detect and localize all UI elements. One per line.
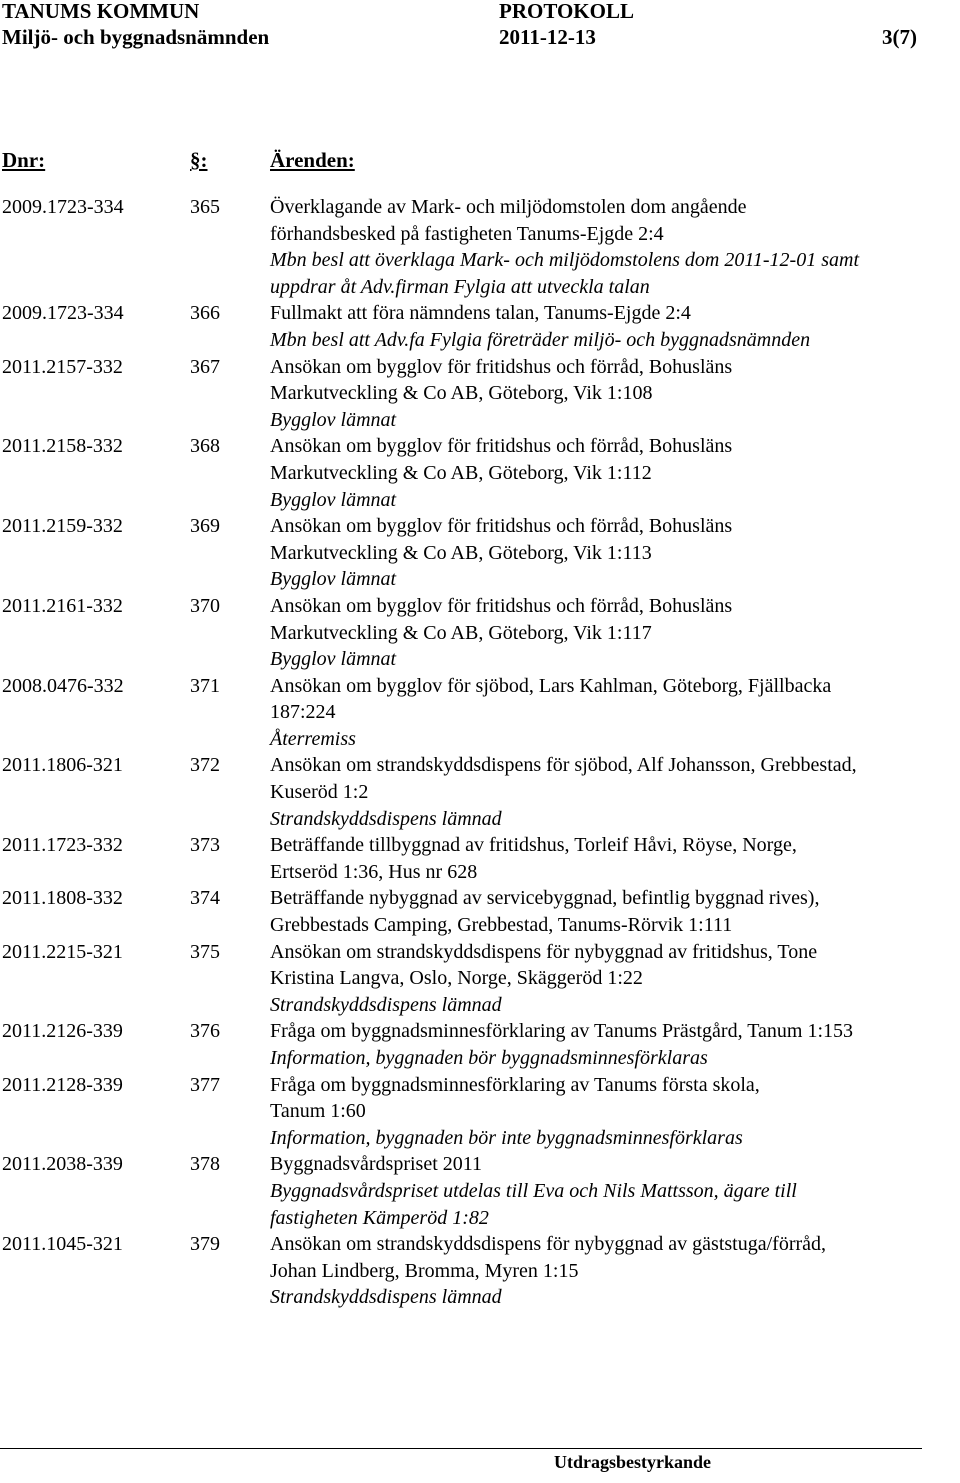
municipality-name: TANUMS KOMMUN [2, 0, 200, 23]
matter-entry [0, 354, 960, 434]
entry-decision-line: Information, byggnaden bör inte byggnadsminnesförklaras [270, 1126, 743, 1149]
entry-decision-line: Strandskyddsdispens lämnad [270, 1286, 502, 1309]
entry-dnr: 2011.2157-332 [2, 355, 123, 378]
entry-dnr: 2009.1723-334 [2, 196, 124, 218]
entry-paragraph-number: 379 [190, 1233, 220, 1256]
entry-description [270, 1018, 960, 1071]
entry-decision-line: Strandskyddsdispens lämnad [270, 807, 502, 830]
entry-text-line: förhandsbesked på fastigheten Tanums-Ejgde 2:4 [270, 222, 664, 245]
entry-text-line: Fråga om byggnadsminnesförklaring av Tanums Prästgård, Tanum 1:153 [270, 1020, 854, 1043]
entry-decision-line: uppdrar åt Adv.firman Fylgia att utveckla talan [270, 275, 650, 298]
entry-paragraph-number: 378 [190, 1153, 220, 1176]
matter-entry [0, 1231, 960, 1311]
column-header-dnr: Dnr: [2, 148, 46, 172]
entry-text-line: Ansökan om bygglov för fritidshus och förråd, Bohusläns [270, 594, 733, 617]
entry-decision-line: Strandskyddsdispens lämnad [270, 993, 502, 1016]
entry-text-line: Ansökan om strandskyddsdispens för sjöbod, Alf Johansson, Grebbestad, [270, 754, 857, 777]
entry-text-line: Beträffande tillbyggnad av fritidshus, Torleif Håvi, Röyse, Norge, [270, 834, 797, 857]
footer-divider [0, 1448, 922, 1449]
entry-text-line: Fullmakt att föra nämndens talan, Tanums-Ejgde 2:4 [270, 302, 691, 325]
entry-paragraph-number: 374 [190, 887, 220, 910]
entry-paragraph-number: 376 [190, 1020, 220, 1043]
matter-entry [0, 752, 960, 832]
page-header [0, 0, 960, 52]
entry-decision-line: Återremiss [270, 727, 356, 750]
entry-text-line: Tanum 1:60 [270, 1100, 366, 1123]
document-type: PROTOKOLL [499, 0, 634, 23]
matter-entry [0, 673, 960, 753]
entry-paragraph-number: 367 [190, 355, 220, 378]
matter-entry [0, 593, 960, 673]
entry-description [270, 513, 960, 593]
entry-text-line: Markutveckling & Co AB, Göteborg, Vik 1:112 [270, 461, 652, 484]
entry-decision-line: Bygglov lämnat [270, 568, 397, 591]
entry-dnr: 2009.1723-334 [2, 302, 124, 325]
entry-paragraph-number: 366 [190, 302, 220, 325]
entry-decision-line: Bygglov lämnat [270, 648, 397, 671]
entry-description [270, 433, 960, 513]
entry-text-line: Fråga om byggnadsminnesförklaring av Tanums första skola, [270, 1073, 760, 1096]
entry-dnr: 2011.2159-332 [2, 515, 123, 538]
entry-paragraph-number: 373 [190, 834, 220, 857]
entry-paragraph-number: 368 [190, 435, 220, 458]
entry-dnr: 2008.0476-332 [2, 674, 124, 697]
entry-paragraph-number: 377 [190, 1073, 220, 1096]
entry-description [270, 1072, 960, 1152]
entry-description [270, 593, 960, 673]
entry-dnr: 2011.1806-321 [2, 754, 123, 777]
matter-entry [0, 194, 960, 300]
entry-dnr: 2011.2038-339 [2, 1153, 123, 1176]
matter-entry [0, 1151, 960, 1231]
entry-dnr: 2011.2126-339 [2, 1020, 123, 1043]
entry-text-line: Ansökan om strandskyddsdispens för nybyggnad av fritidshus, Tone [270, 940, 818, 963]
entry-text-line: Johan Lindberg, Bromma, Myren 1:15 [270, 1259, 579, 1282]
entry-description [270, 354, 960, 434]
entry-text-line: Markutveckling & Co AB, Göteborg, Vik 1:108 [270, 382, 653, 405]
meeting-date: 2011-12-13 [499, 25, 596, 49]
entry-text-line: Grebbestads Camping, Grebbestad, Tanums-Rörvik 1:111 [270, 914, 733, 937]
entry-paragraph-number: 375 [190, 940, 220, 963]
entry-paragraph-number: 371 [190, 674, 220, 697]
entry-description [270, 752, 960, 832]
entry-description [270, 673, 960, 753]
entry-paragraph-number: 370 [190, 594, 220, 617]
entry-description [270, 1231, 960, 1311]
entry-dnr: 2011.2215-321 [2, 940, 123, 963]
entry-dnr: 2011.1723-332 [2, 834, 123, 857]
entry-dnr: 2011.1808-332 [2, 887, 123, 910]
entry-decision-line: Bygglov lämnat [270, 488, 397, 511]
matter-entry [0, 300, 960, 353]
entry-dnr: 2011.2158-332 [2, 435, 123, 458]
entry-description [270, 832, 960, 885]
page-number: 3(7) [882, 25, 917, 49]
entry-text-line: Ansökan om bygglov för fritidshus och förråd, Bohusläns [270, 355, 733, 378]
entry-decision-line: fastigheten Kämperöd 1:82 [270, 1206, 489, 1229]
entry-decision-line: Byggnadsvårdspriset utdelas till Eva och Nils Mattsson, ägare till [270, 1179, 797, 1202]
entry-paragraph-number: 369 [190, 515, 220, 538]
matter-entry [0, 832, 960, 885]
entry-description [270, 1151, 960, 1231]
column-header-paragraph: §: [190, 148, 208, 172]
footer-certification: Utdragsbestyrkande [554, 1452, 712, 1472]
entry-paragraph-number: 372 [190, 754, 220, 777]
entry-text-line: Ansökan om bygglov för sjöbod, Lars Kahlman, Göteborg, Fjällbacka [270, 674, 832, 697]
matter-entry [0, 1072, 960, 1152]
entry-decision-line: Bygglov lämnat [270, 408, 397, 431]
entry-text-line: Överklagande av Mark- och miljödomstolen dom angående [270, 196, 747, 218]
entry-decision-line: Mbn besl att överklaga Mark- och miljödomstolens dom 2011-12-01 samt [270, 249, 859, 272]
matter-entry [0, 939, 960, 1019]
column-header-matters: Ärenden: [270, 148, 355, 172]
matter-entry [0, 1018, 960, 1071]
entry-description [270, 300, 960, 353]
entry-paragraph-number: 365 [190, 196, 220, 218]
matter-entry [0, 513, 960, 593]
entry-text-line: Byggnadsvårdspriset 2011 [270, 1153, 483, 1176]
matter-entry [0, 885, 960, 938]
entry-dnr: 2011.2128-339 [2, 1073, 123, 1096]
entry-text-line: Beträffande nybyggnad av servicebyggnad, befintlig byggnad rives), [270, 887, 820, 910]
entry-text-line: 187:224 [270, 701, 336, 724]
entry-text-line: Markutveckling & Co AB, Göteborg, Vik 1:113 [270, 541, 652, 564]
entry-description [270, 939, 960, 1019]
entry-text-line: Kristina Langva, Oslo, Norge, Skäggeröd 1:22 [270, 967, 643, 990]
entry-text-line: Markutveckling & Co AB, Göteborg, Vik 1:117 [270, 621, 652, 644]
matters-list [0, 194, 960, 1311]
entry-text-line: Ertseröd 1:36, Hus nr 628 [270, 860, 478, 883]
entry-description [270, 194, 960, 300]
entry-decision-line: Information, byggnaden bör byggnadsminnesförklaras [270, 1047, 708, 1069]
matter-entry [0, 433, 960, 513]
entry-description [270, 885, 960, 938]
entry-text-line: Kuseröd 1:2 [270, 781, 369, 804]
entry-text-line: Ansökan om strandskyddsdispens för nybyggnad av gäststuga/förråd, [270, 1233, 827, 1256]
entry-text-line: Ansökan om bygglov för fritidshus och förråd, Bohusläns [270, 435, 733, 458]
entry-decision-line: Mbn besl att Adv.fa Fylgia företräder miljö- och byggnadsnämnden [270, 328, 811, 351]
committee-name: Miljö- och byggnadsnämnden [2, 25, 270, 49]
entry-text-line: Ansökan om bygglov för fritidshus och förråd, Bohusläns [270, 515, 733, 538]
entry-dnr: 2011.1045-321 [2, 1233, 123, 1256]
entry-dnr: 2011.2161-332 [2, 594, 123, 617]
